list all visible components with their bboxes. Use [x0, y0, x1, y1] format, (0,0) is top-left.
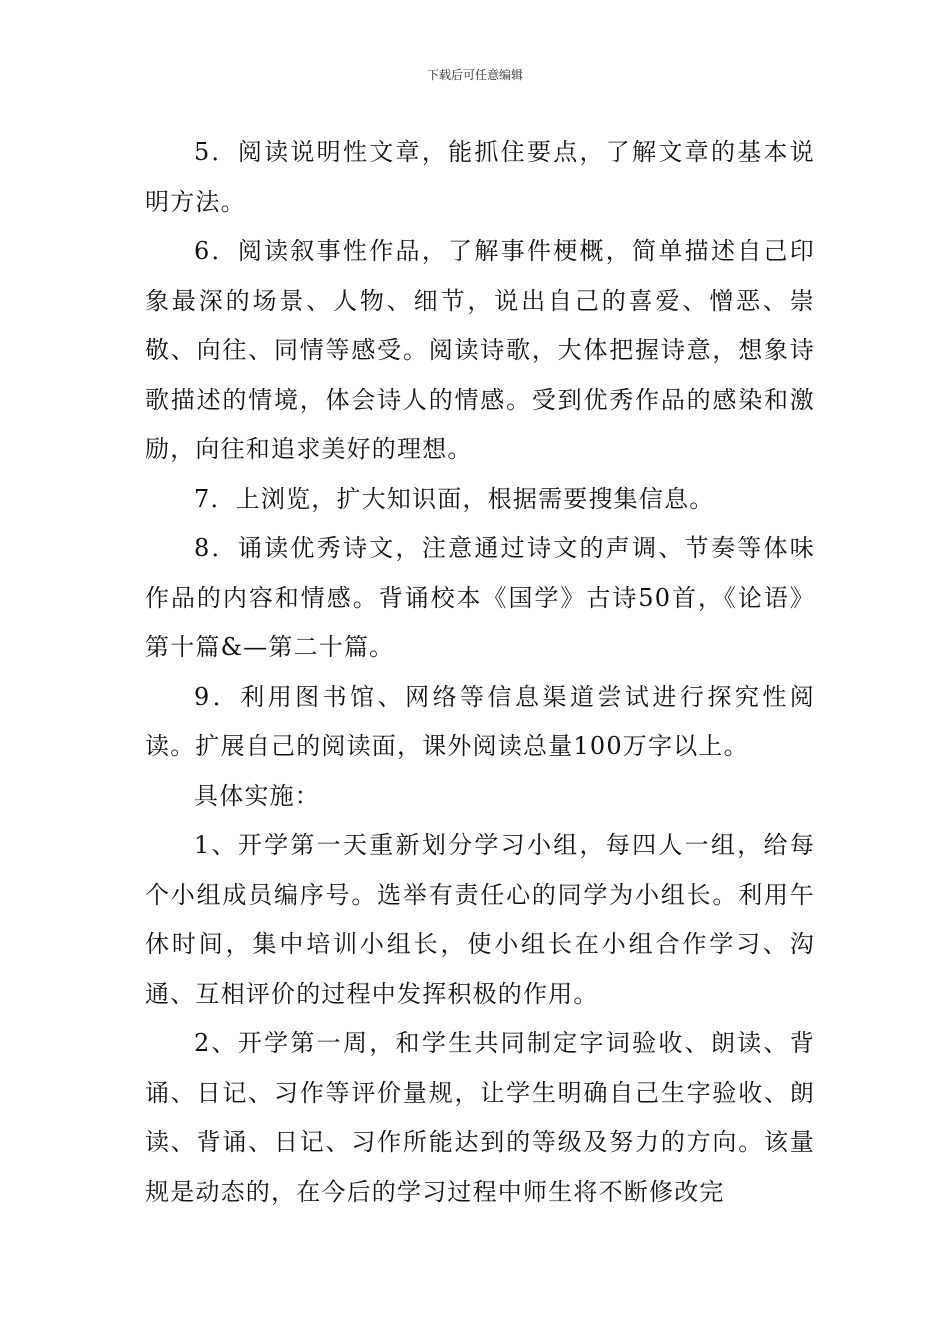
page-header: 下载后可任意编辑	[426, 68, 523, 82]
paragraph: 7．上浏览，扩大知识面，根据需要搜集信息。	[194, 484, 715, 513]
section-heading: 具体实施：	[194, 781, 320, 810]
paragraph: 6．阅读叙事性作品，了解事件梗概，简单描述自己印象最深的场景、人物、细节，说出自己的喜爱、憎恶、崇敬、向往、同情等感受。阅读诗歌，大体把握诗意，想象诗歌描述的情境，体会诗人的情感。受到优秀作品的感染和激励，向往和追求美好的理想。	[145, 237, 815, 463]
paragraph: 8．诵读优秀诗文，注意通过诗文的声调、节奏等体味作品的内容和情感。背诵校本《国学》古诗50首，《论语》第十篇&—第二十篇。	[145, 534, 815, 661]
paragraph: 1、开学第一天重新划分学习小组，每四人一组，给每个小组成员编序号。选举有责任心的同学为小组长。利用午休时间，集中培训小组长，使小组长在小组合作学习、沟通、互相评价的过程中发挥积极的作用。	[145, 831, 815, 1008]
document-body	[145, 128, 815, 1217]
paragraph: 9．利用图书馆、网络等信息渠道尝试进行探究性阅读。扩展自己的阅读面，课外阅读总量100万字以上。	[145, 682, 815, 760]
paragraph: 5．阅读说明性文章，能抓住要点，了解文章的基本说明方法。	[145, 138, 815, 216]
paragraph: 2、开学第一周，和学生共同制定字词验收、朗读、背诵、日记、习作等评价量规，让学生明确自己生字验收、朗读、背诵、日记、习作所能达到的等级及努力的方向。该量规是动态的，在今后的学习过程中师生将不断修改完	[145, 1029, 815, 1206]
